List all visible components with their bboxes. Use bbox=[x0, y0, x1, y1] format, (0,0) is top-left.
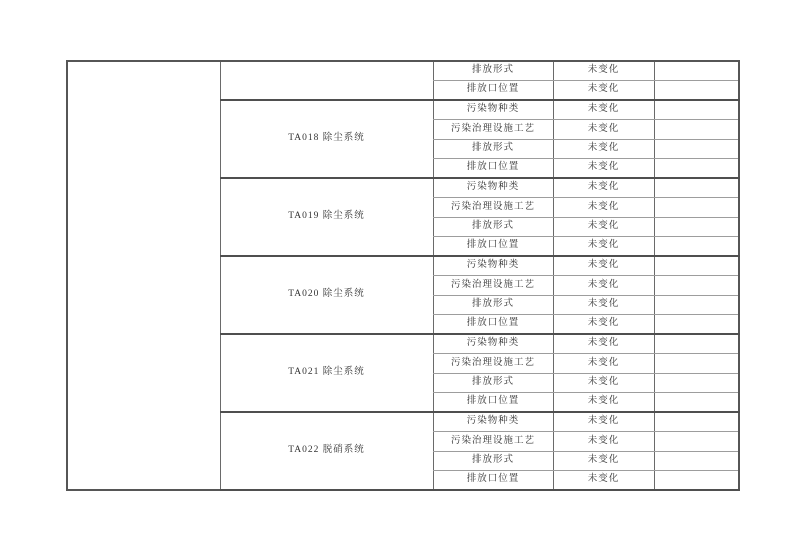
item-label-cell: 污染物种类 bbox=[433, 412, 553, 432]
note-cell bbox=[654, 412, 739, 432]
note-cell bbox=[654, 315, 739, 335]
system-cell: TA020 除尘系统 bbox=[220, 256, 433, 334]
system-cell: TA018 除尘系统 bbox=[220, 100, 433, 178]
status-cell: 未变化 bbox=[553, 354, 654, 374]
item-label-cell: 污染物种类 bbox=[433, 100, 553, 120]
note-cell bbox=[654, 432, 739, 452]
status-cell: 未变化 bbox=[553, 432, 654, 452]
item-label-cell: 污染治理设施工艺 bbox=[433, 198, 553, 218]
note-cell bbox=[654, 256, 739, 276]
note-cell bbox=[654, 100, 739, 120]
status-cell: 未变化 bbox=[553, 412, 654, 432]
system-cell: TA022 脱硝系统 bbox=[220, 412, 433, 490]
status-cell: 未变化 bbox=[553, 276, 654, 296]
status-cell: 未变化 bbox=[553, 100, 654, 120]
item-label-cell: 排放口位置 bbox=[433, 393, 553, 413]
item-label-cell: 排放形式 bbox=[433, 217, 553, 237]
note-cell bbox=[654, 61, 739, 81]
note-cell bbox=[654, 354, 739, 374]
left-merged-cell bbox=[67, 61, 220, 490]
item-label-cell: 排放口位置 bbox=[433, 159, 553, 179]
item-label-cell: 污染治理设施工艺 bbox=[433, 120, 553, 140]
note-cell bbox=[654, 139, 739, 159]
status-cell: 未变化 bbox=[553, 295, 654, 315]
change-table bbox=[66, 60, 740, 491]
note-cell bbox=[654, 217, 739, 237]
note-cell bbox=[654, 120, 739, 140]
item-label-cell: 排放口位置 bbox=[433, 237, 553, 257]
item-label-cell: 污染物种类 bbox=[433, 256, 553, 276]
status-cell: 未变化 bbox=[553, 256, 654, 276]
note-cell bbox=[654, 373, 739, 393]
item-label-cell: 排放口位置 bbox=[433, 471, 553, 491]
status-cell: 未变化 bbox=[553, 373, 654, 393]
item-label-cell: 污染治理设施工艺 bbox=[433, 432, 553, 452]
table-row bbox=[67, 61, 739, 81]
status-cell: 未变化 bbox=[553, 178, 654, 198]
item-label-cell: 排放口位置 bbox=[433, 81, 553, 101]
status-cell: 未变化 bbox=[553, 159, 654, 179]
item-label-cell: 排放口位置 bbox=[433, 315, 553, 335]
item-label-cell: 污染物种类 bbox=[433, 334, 553, 354]
note-cell bbox=[654, 295, 739, 315]
status-cell: 未变化 bbox=[553, 61, 654, 81]
item-label-cell: 排放形式 bbox=[433, 295, 553, 315]
status-cell: 未变化 bbox=[553, 237, 654, 257]
status-cell: 未变化 bbox=[553, 139, 654, 159]
note-cell bbox=[654, 393, 739, 413]
note-cell bbox=[654, 178, 739, 198]
note-cell bbox=[654, 81, 739, 101]
table-sheet bbox=[66, 60, 740, 491]
status-cell: 未变化 bbox=[553, 198, 654, 218]
status-cell: 未变化 bbox=[553, 393, 654, 413]
note-cell bbox=[654, 471, 739, 491]
item-label-cell: 污染治理设施工艺 bbox=[433, 276, 553, 296]
note-cell bbox=[654, 334, 739, 354]
note-cell bbox=[654, 451, 739, 471]
item-label-cell: 污染物种类 bbox=[433, 178, 553, 198]
note-cell bbox=[654, 198, 739, 218]
item-label-cell: 排放形式 bbox=[433, 61, 553, 81]
status-cell: 未变化 bbox=[553, 471, 654, 491]
status-cell: 未变化 bbox=[553, 334, 654, 354]
system-cell: TA019 除尘系统 bbox=[220, 178, 433, 256]
status-cell: 未变化 bbox=[553, 315, 654, 335]
status-cell: 未变化 bbox=[553, 120, 654, 140]
system-cell bbox=[220, 61, 433, 100]
item-label-cell: 污染治理设施工艺 bbox=[433, 354, 553, 374]
note-cell bbox=[654, 237, 739, 257]
system-cell: TA021 除尘系统 bbox=[220, 334, 433, 412]
item-label-cell: 排放形式 bbox=[433, 139, 553, 159]
note-cell bbox=[654, 159, 739, 179]
status-cell: 未变化 bbox=[553, 451, 654, 471]
item-label-cell: 排放形式 bbox=[433, 451, 553, 471]
status-cell: 未变化 bbox=[553, 217, 654, 237]
item-label-cell: 排放形式 bbox=[433, 373, 553, 393]
status-cell: 未变化 bbox=[553, 81, 654, 101]
note-cell bbox=[654, 276, 739, 296]
